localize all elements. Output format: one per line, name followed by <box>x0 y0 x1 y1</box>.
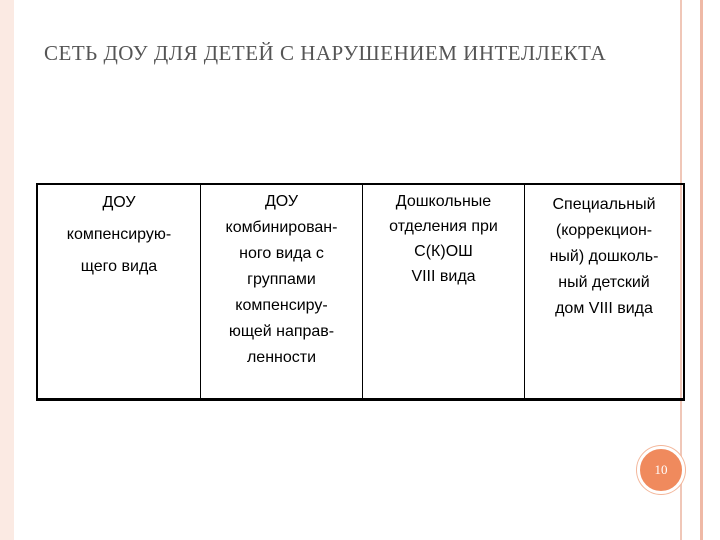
cell-text-line: ного вида с <box>239 245 324 262</box>
left-decor-band <box>0 0 14 540</box>
table-cell-2 <box>201 185 363 398</box>
cell-text-line: Дошкольные <box>395 193 492 210</box>
cell-text-line: ный детский <box>558 274 650 291</box>
cell-text-line: комбинирован- <box>225 219 338 236</box>
cell-text-line: С(К)ОШ <box>414 243 473 260</box>
right-decor-line-inner <box>700 0 703 540</box>
cell-text-line: компенсирую- <box>66 226 172 243</box>
slide-title: СЕТЬ ДОУ ДЛЯ ДЕТЕЙ С НАРУШЕНИЕМ ИНТЕЛЛЕКТА <box>44 41 607 65</box>
cell-text-line: ный) дошколь- <box>549 248 659 265</box>
table-cell-1 <box>38 185 201 398</box>
cell-text-line: ющей направ- <box>228 323 335 340</box>
cell-text-line: VIII вида <box>411 268 476 285</box>
cell-text-line: Специальный <box>552 196 656 213</box>
institutions-table <box>36 183 685 401</box>
page-number-badge: 10 <box>637 446 685 494</box>
cell-text-line: ДОУ <box>102 194 136 211</box>
cell-text-line: (коррекцион- <box>555 222 653 239</box>
cell-text-line: ДОУ <box>264 193 299 210</box>
cell-text-line: группами <box>247 271 316 288</box>
cell-text-line: ленности <box>246 349 317 366</box>
cell-text-line: щего вида <box>80 258 158 275</box>
cell-text-line: отделения при <box>389 218 498 235</box>
table-cell-4 <box>525 185 683 398</box>
cell-text-line: дом VIII вида <box>555 300 653 317</box>
cell-text-line: компенсиру- <box>235 297 328 314</box>
table-cell-3 <box>363 185 525 398</box>
